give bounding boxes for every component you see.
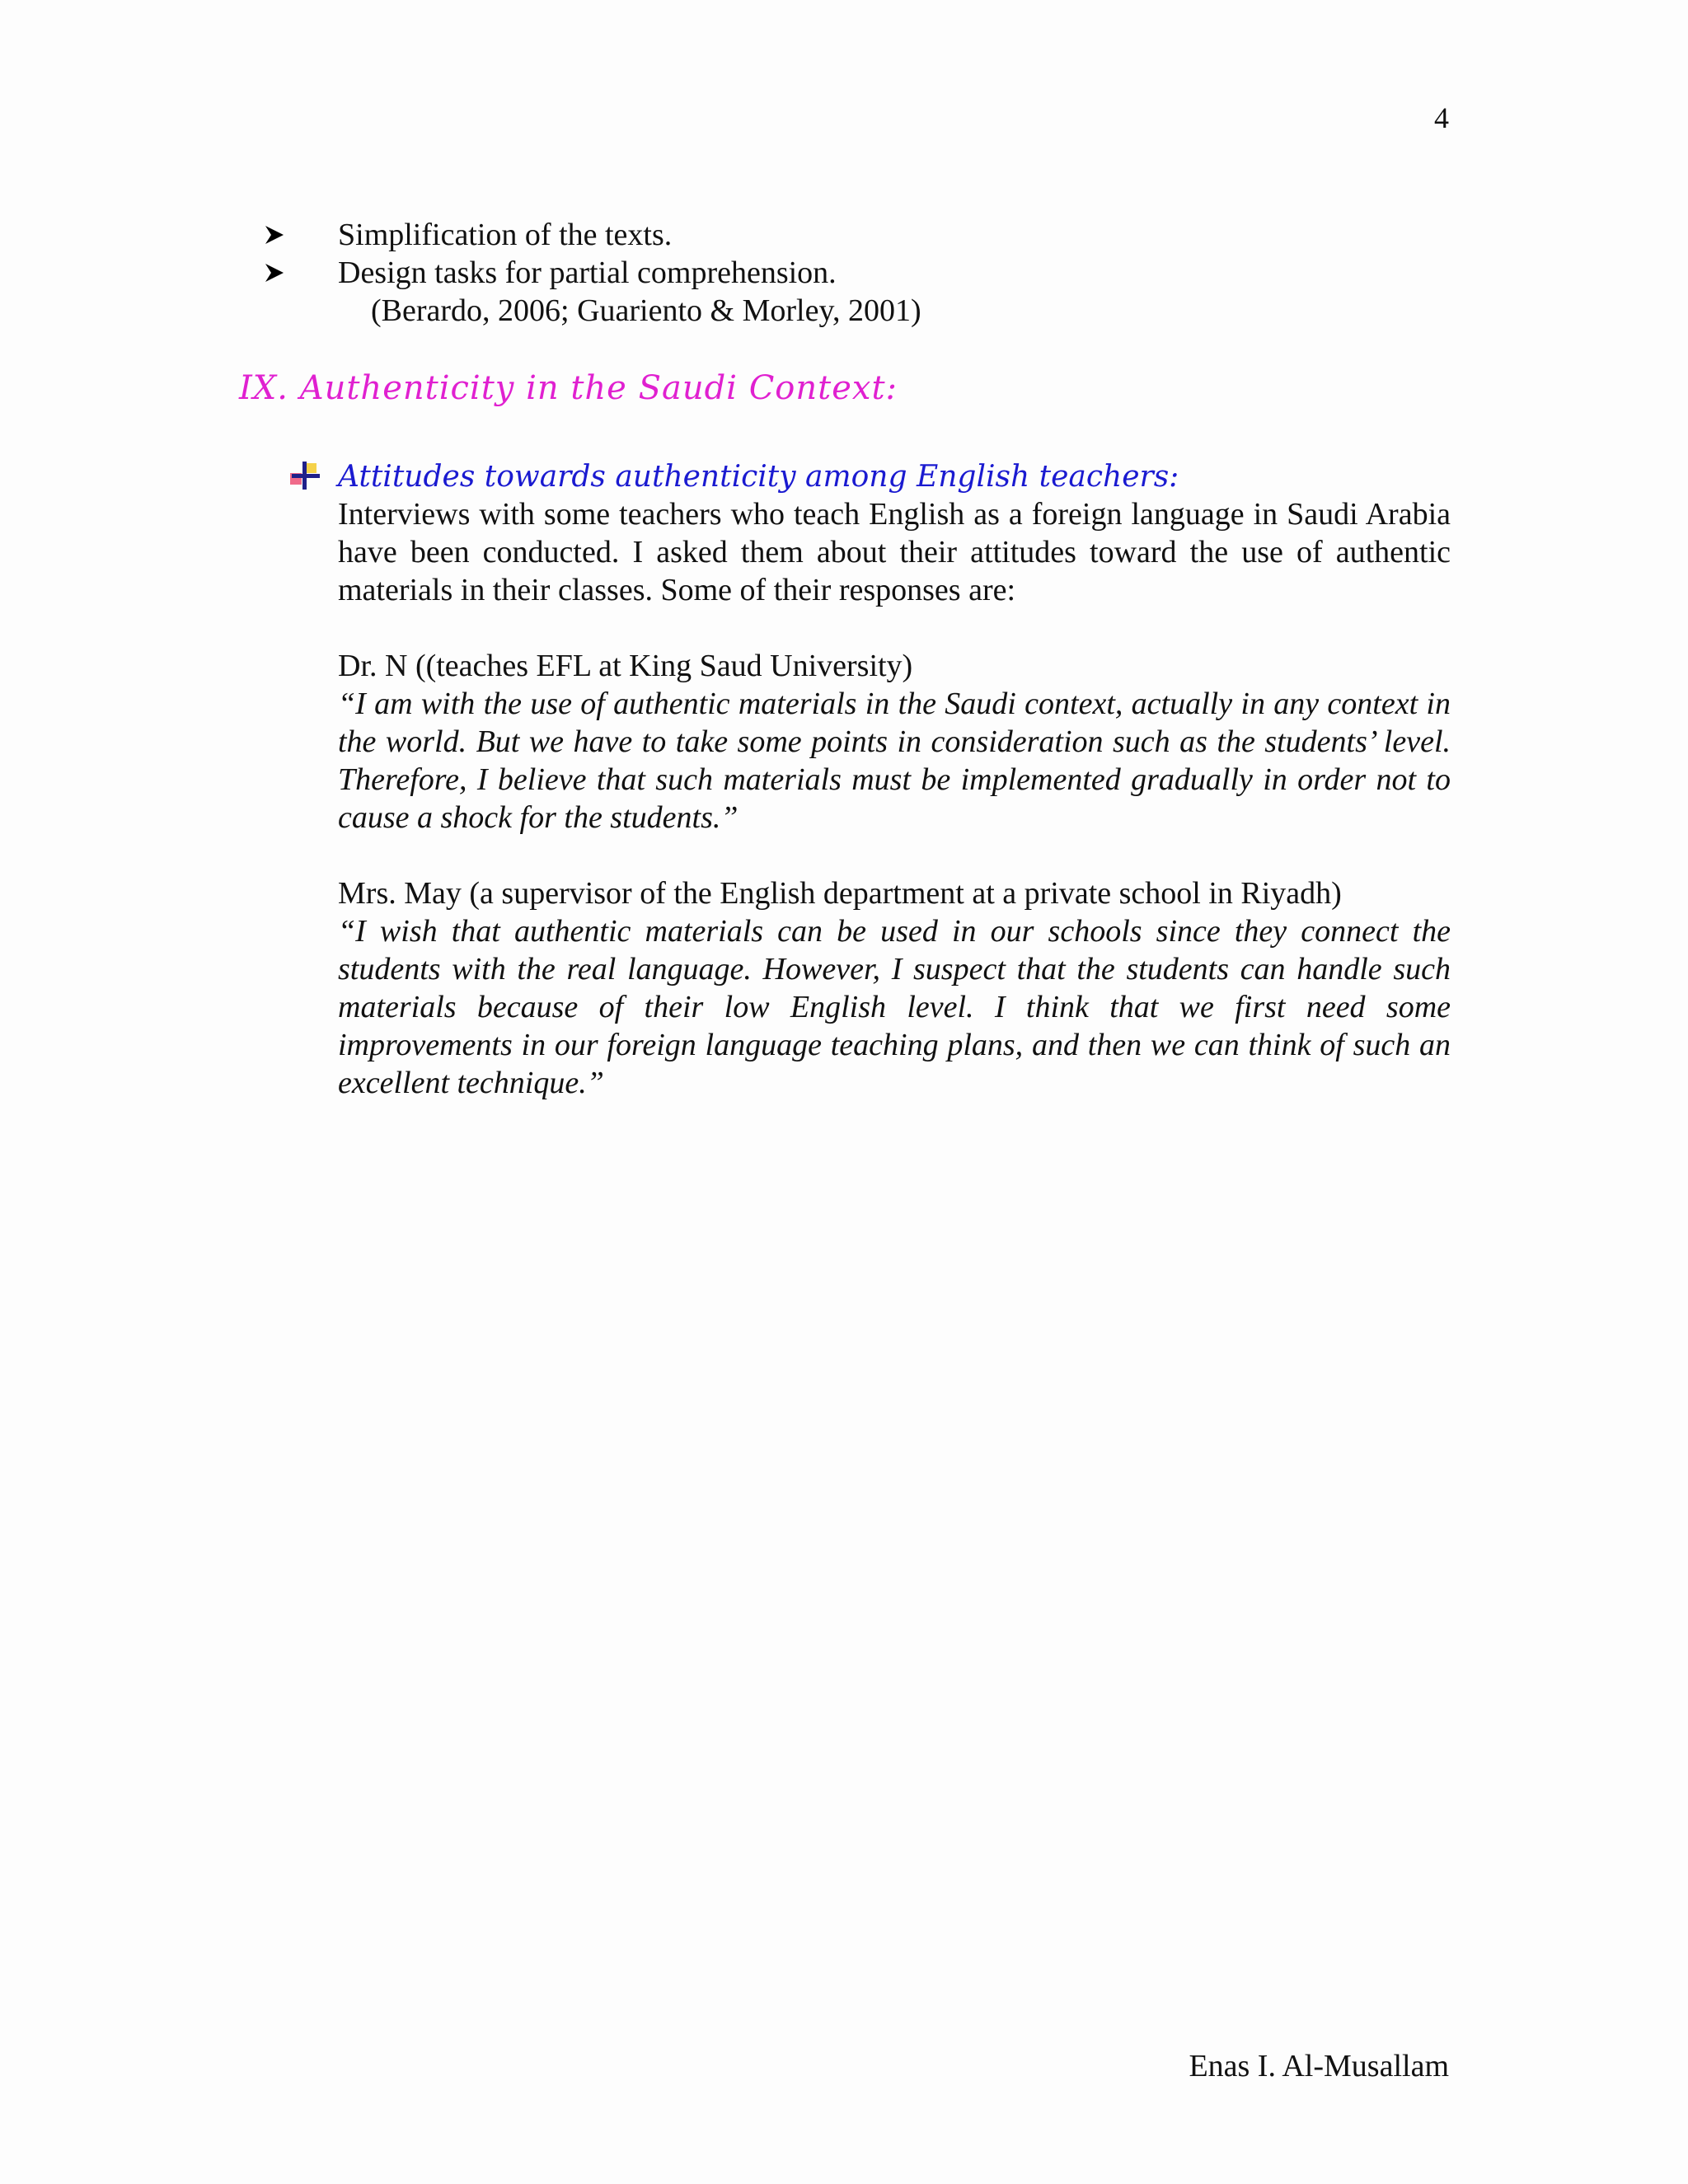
footer-author: Enas I. Al-Musallam: [1189, 2049, 1449, 2083]
intro-paragraph: Interviews with some teachers who teach English as a foreign language in Saudi Arabia have been conducted. I asked them about their attitudes toward the use of authentic materials in their classes. Some of their responses are:: [338, 497, 1451, 607]
bullet-list: [264, 216, 1451, 330]
subsection-heading: Attitudes towards authenticity among English teachers:: [338, 459, 1179, 494]
bullet-text: Simplification of the texts.: [338, 218, 673, 252]
response-speaker: Mrs. May (a supervisor of the English department at a private school in Riyadh): [338, 876, 1342, 911]
body-block: [338, 495, 1451, 1102]
subheading-row: [288, 457, 1451, 495]
response-quote: “I wish that authentic materials can be used in our schools since they connect the students with the real language. However, I suspect that the students can handle such materials because of their low English level. I think that we first need some improvements in our foreign language teaching plans, and then we can think of such an excellent technique.”: [338, 914, 1451, 1100]
list-item: [264, 216, 1451, 254]
citation: (Berardo, 2006; Guariento & Morley, 2001): [371, 293, 921, 328]
arrowhead-bullet-icon: [264, 216, 338, 254]
response-speaker: Dr. N ((teaches EFL at King Saud University): [338, 649, 913, 683]
section-heading: IX. Authenticity in the Saudi Context:: [239, 369, 898, 407]
bullet-text: Design tasks for partial comprehension.: [338, 255, 837, 290]
response-quote: “I am with the use of authentic materials in the Saudi context, actually in any context in the world. But we have to take some points in consideration such as the students’ level. Therefore, I believe that such materials must be implemented gradually in order not to cause a shock for the students.”: [338, 687, 1451, 835]
plus-bullet-icon: [288, 460, 321, 493]
list-item: [264, 254, 1451, 292]
subsection: [288, 457, 1451, 1102]
arrowhead-bullet-icon: [264, 254, 338, 292]
page-number: 4: [1434, 101, 1449, 134]
